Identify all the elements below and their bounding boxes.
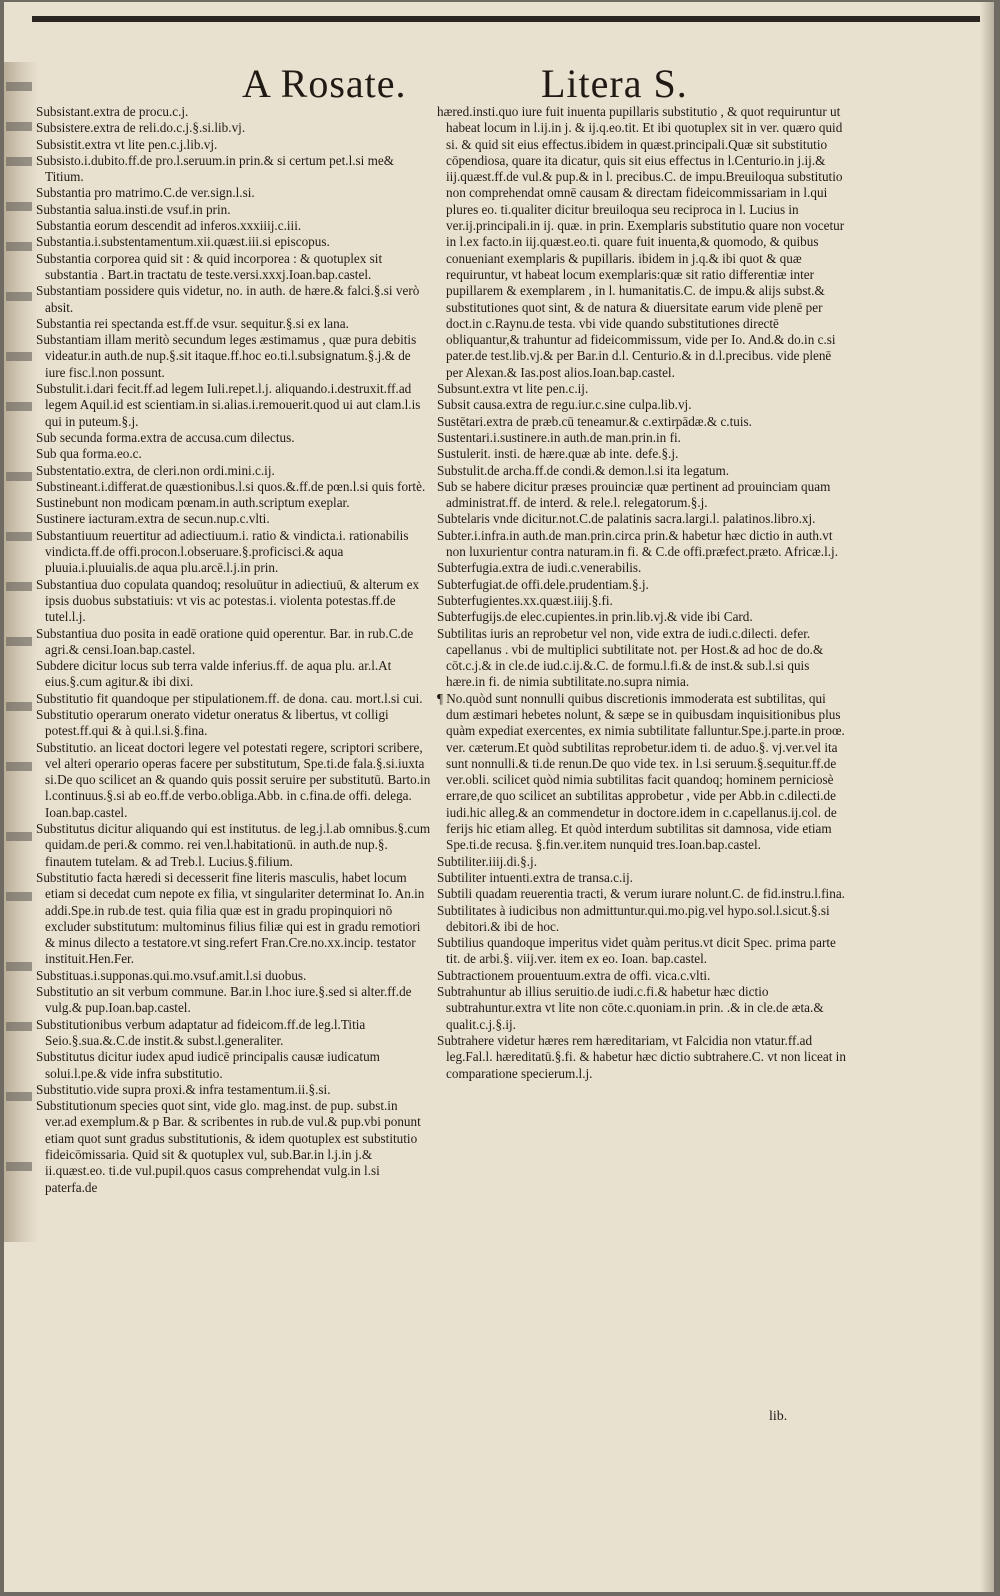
book-page xyxy=(4,2,994,1592)
entry: Sub se habere dicitur præses prouinciæ quæ pertinent ad prouinciam quam administrat.ff. de interd. & rele.l. relegatorum.§.j. xyxy=(437,478,831,511)
catchword: lib. xyxy=(769,1409,788,1424)
entry: Substantiam possidere quis videtur, no. in auth. de hære.& falci.§.si verò absit. xyxy=(36,283,420,315)
running-head-right: Litera S. xyxy=(541,61,688,106)
entry: Substitutio operarum onerato videtur oneratus & libertus, vt colligi potest.ff.qui & à qui.l.si.§.fina. xyxy=(36,706,389,739)
entry: Substantia corporea quid sit : & quid incorporea : & quotuplex sit substantia . Bart.in tractatu de teste.versi.xxxj.Ioan.bap.castel. xyxy=(36,250,383,282)
entry: Subtilius quandoque imperitus videt quàm peritus.vt dicit Spec. prima parte tit. de arbi.§. viij.ver. item ex eo. Ioan. bap.castel. xyxy=(437,935,836,967)
entry: Substentatio.extra, de cleri.non ordi.mini.c.ij. xyxy=(36,462,275,478)
facing-page-bleed xyxy=(4,62,38,1242)
entry: Substantia eorum descendit ad inferos.xxxiiij.c.iii. xyxy=(36,218,302,234)
entry: Subter.i.infra.in auth.de man.prin.circa prin.& habetur hæc dictio in auth.vt non luxurientur contra naturam.in fi. & C.de offi.præfect.præto. Africæ.l.j. xyxy=(437,527,838,560)
entry: Subsisto.i.dubito.ff.de pro.l.seruum.in prin.& si certum pet.l.si me& Titium. xyxy=(36,152,394,185)
entry: Subtractionem prouentuum.extra de offi. vica.c.vlti. xyxy=(437,967,711,983)
entry: Subtiliter.iiij.di.§.j. xyxy=(437,853,538,869)
entry: Substitutio.vide supra proxi.& infra testamentum.ii.§.si. xyxy=(36,1081,331,1097)
entry: Substantiuum reuertitur ad adiectiuum.i. ratio & vindicta.i. rationabilis vindicta.ff.de offi.procon.l.obseruare.§.proficisci.& aqua pluuia.i.pluuialis.de aqua plu.arcē.l.j.in prin. xyxy=(36,527,409,576)
entry: Substantia rei spectanda est.ff.de vsur. sequitur.§.si ex lana. xyxy=(36,315,349,331)
entry: Substituas.i.supponas.qui.mo.vsuf.amit.l.si duobus. xyxy=(36,967,307,983)
entry: Substitutio. an liceat doctori legere vel potestati regere, scriptori scribere, vel alteri operario operas facere per substitutum, Spe.ti.de fala.§.si.iuxta si.De quo scilicet an & quando quis possit seruire per substitutū. Barto.in l.continuus.§.si ab eo.ff.de verbo.obliga.Abb. in c.fina.de offi. delega. Ioan.bap.castel. xyxy=(36,739,431,820)
entry: Substitutio an sit verbum commune. Bar.in l.hoc iure.§.sed si alter.ff.de vulg.& pup.Ioan.bap.castel. xyxy=(36,984,412,1016)
entry: Subsit causa.extra de regu.iur.c.sine culpa.lib.vj. xyxy=(437,397,692,413)
entry: ¶ No.quòd sunt nonnulli quibus discretionis immoderata est subtilitas, qui dum æstimari hebetes nolunt, & sæpe se in quibusdam inquisitionibus plus quàm expediat exercentes, ex nimia subtilitate falluntur.Spe.j.parte.in proœ. ver. cæterum.Et quòd subtilitas reprobetur.idem ti. de aduo.§. vj.ver.vel ita sunt nonnulli.& ti.de renun.De quo vide tex. in l.si seruum.§.sequitur.ff.de ver.obli. scilicet quòd nimia subtilitas facit quandoq; hominem perniciosè errare,de quo scilicet an subtilitas approbetur , vide per Abb.in c.dilecti.de iudi.hic alleg.& an commendetur in doctore.idem in c.capellanus.ij.col. de ferijs hic etiam alleg. Et quòd interdum subtilitas sit damnosa, vide etiam Spe.ti.de recusa. §.fin.ver.item nunquid tres.Ioan.bap.castel. xyxy=(437,690,845,853)
entry: Substulit.i.dari fecit.ff.ad legem Iuli.repet.l.j. aliquando.i.destruxit.ff.ad legem Aquil.id est scientiam.in si.alias.i.remouerit.quod ui aut clam.l.is qui in puteum.§.j. xyxy=(36,381,421,429)
entry: Sub secunda forma.extra de accusa.cum dilectus. xyxy=(36,429,295,445)
right-column xyxy=(437,104,849,1082)
entry: Substitutus dicitur aliquando qui est institutus. de leg.j.l.ab omnibus.§.cum quidam.de peri.& commo. rei ven.l.habitationū. in auth.de nup.§. finautem tutelam. & ad Treb.l. Lucius.§.filium. xyxy=(36,821,431,869)
entry: Substantiua duo posita in eadē oratione quid operentur. Bar. in rub.C.de agri.& censi.Ioan.bap.castel. xyxy=(36,625,414,657)
entry: Sustētari.extra de præb.cū teneamur.& c.extirpādæ.& c.tuis. xyxy=(437,413,752,429)
entry: Subterfugiat.de offi.dele.prudentiam.§.j. xyxy=(437,576,649,592)
entry: Substantiam illam meritò secundum leges æstimamus , quæ pura debitis videatur.in auth.de nup.§.sit itaque.ff.hoc eo.ti.l.subsignatum.§.j.& de iure fisc.l.non possunt. xyxy=(36,332,417,380)
entry: Subtelaris vnde dicitur.not.C.de palatinis sacra.largi.l. palatinos.libro.xj. xyxy=(437,511,816,527)
entry: Subtilitas iuris an reprobetur vel non, vide extra de iudi.c.dilecti. defer. capellanus . vbi de multiplici subtilitate not. per Host.& ad hoc de do.& cōt.c.j.& in cle.de iud.c.ij.&.C. de formu.l.fi.& de inst.& sub.l.si quis hære.in fi. de nimia subtilitate.no.supra nimia. xyxy=(437,625,824,690)
entry: Sustentari.i.sustinere.in auth.de man.prin.in fi. xyxy=(437,429,681,445)
entry: Sustinebunt non modicam pœnam.in auth.scriptum exeplar. xyxy=(36,495,350,511)
entry: Substantia pro matrimo.C.de ver.sign.l.si. xyxy=(36,185,255,201)
entry: Substitutionum species quot sint, vide glo. mag.inst. de pup. subst.in ver.ad exemplum.& p Bar. & scribentes in rub.de vul.& pup.vbi ponunt etiam quot sunt gradus substitutionis, & idem quotuplex est substitutio fideicōmissaria. Quid sit & quotuplex vul, sub.Bar.in l.j.in j.& ii.quæst.eo. ti.de vul.pupil.quos casus comprehendat vulg.in l.si paterfa.de xyxy=(36,1098,421,1195)
page-right-edge xyxy=(980,2,994,1592)
entry: Subsunt.extra vt lite pen.c.ij. xyxy=(437,381,589,397)
entry: Sustulerit. insti. de hære.quæ ab inte. defe.§.j. xyxy=(437,446,679,462)
page-top-rule xyxy=(32,16,982,22)
entry: Subtrahuntur ab illius seruitio.de iudi.c.fi.& habetur hæc dictio subtrahuntur.extra vt lite non cōte.c.quoniam.in prin. .& in cle.de æta.& qualit.c.j.§.ij. xyxy=(437,984,824,1032)
entry: Subsistere.extra de reli.do.c.j.§.si.lib.vj. xyxy=(36,120,246,136)
entry: Substantia.i.substentamentum.xii.quæst.iii.si episcopus. xyxy=(36,234,330,250)
entry: Sub qua forma.eo.c. xyxy=(36,446,142,462)
entry: Subdere dicitur locus sub terra valde inferius.ff. de aqua plu. ar.l.At eius.§.cum agitur.& ibi dixi. xyxy=(36,658,392,690)
entry: Substantiua duo copulata quandoq; resoluūtur in adiectiuū, & alterum ex ipsis duobus substatiuis: vt vis ac potestas.i. violenta potestas.ff.de tutel.l.j. xyxy=(36,576,420,625)
entry: Substitutio fit quandoque per stipulationem.ff. de dona. cau. mort.l.si cui. xyxy=(36,690,423,706)
entry: Subterfugijs.de elec.cupientes.in prin.lib.vj.& vide ibi Card. xyxy=(437,609,753,625)
entry: Subterfugientes.xx.quæst.iiij.§.fi. xyxy=(437,592,613,608)
entry: Subtilitates à iudicibus non admittuntur.qui.mo.pig.vel hypo.sol.l.sicut.§.si debitori.& ibi de hoc. xyxy=(437,902,830,934)
entry: Subtrahere videtur hæres rem hæreditariam, vt Falcidia non vtatur.ff.ad leg.Fal.l. hæreditatū.§.fi. & habetur hæc dictio subtrahere.C. vt non liceat in comparatione specierum.l.j. xyxy=(437,1032,846,1081)
entry: Substitutio facta hæredi si decesserit fine literis masculis, habet locum etiam si decedat cum nepote ex filia, vt singulariter determinat Io. An.in addi.Spe.in rub.de test. quia filia quæ est in gradu propinquiori nō excluder substitutum: multominus filius filiæ qui est in gradu remotiori & minus dilecto a testatore.vt sing.refert Fran.Cre.no.xx.incip. testator instituit.Hen.Fer. xyxy=(36,869,425,967)
entry: Substineant.i.differat.de quæstionibus.l.si quos.&.ff.de pœn.l.si quis fortè. xyxy=(36,478,426,494)
left-column xyxy=(36,104,432,1196)
entry: Subsistant.extra de procu.c.j. xyxy=(36,104,189,119)
entry: Subtili quadam reuerentia tracti, & verum iurare nolunt.C. de fid.instru.l.fina. xyxy=(437,886,845,902)
entry: hæred.insti.quo iure fuit inuenta pupillaris substitutio , & quot requiruntur ut habeat locum in l.ij.in j. & ij.q.eo.tit. Et ibi quotuplex sit in ver. quæro quid si. & quid sit eius effectus.ibidem in quæst.principali.Quæ sit substitutio cōpendiosa, quare ita dicatur, quis sit eius effectus in l.Centurio.in j.ij.& iij.quæst.ff.de vul.& pup.& in l. precibus.C. de impu.Breuiloqua substitutio non comprehendat omnē causam & directam fideicommissariam in l.qui plures eo. ti.qualiter dicitur breuiloqua seu reciproca in l. Lucius in ver.ij.principali.in ij. quæ. in prin. Exemplaris substitutio quare non vocetur in l.ex facto.in iij.quæst.eo.ti. quare fuit inuenta,& quomodo, & quibus conueniant exemplaris & pupillaris. ibidem in j.q.& ibi quot & quæ requiruntur, vt habeat locum exemplaris:quæ sit ratio differentiæ inter pupillarem & exemplarem , in l. humanitatis.C. de impu.& alijs subst.& substitutiones quot sint, & de natura & diuersitate earum vide plenē per doct.in c.Raynu.de testa. vbi vide quando substitutiones directē obliquantur,& trahuntur ad fideicommissum, vide per Io. And.& do.in c.si pater.de test.lib.vj.& per Bar.in d.l. Centurio.& in d.l.precibus. vide plenē per Alexan.& Ias.post alios.Ioan.bap.castel. xyxy=(437,104,845,380)
entry: Subtiliter intuenti.extra de transa.c.ij. xyxy=(437,869,633,885)
entry: Subsistit.extra vt lite pen.c.j.lib.vj. xyxy=(36,136,218,152)
entry: Subterfugia.extra de iudi.c.venerabilis. xyxy=(437,560,642,576)
running-head-left: A Rosate. xyxy=(242,61,407,106)
entry: Sustinere iacturam.extra de secun.nup.c.vlti. xyxy=(36,511,270,527)
entry: Substantia salua.insti.de vsuf.in prin. xyxy=(36,201,231,217)
entry: Substulit.de archa.ff.de condi.& demon.l.si ita legatum. xyxy=(437,462,730,478)
entry: Substitutionibus verbum adaptatur ad fideicom.ff.de leg.l.Titia Seio.§.sua.&.C.de instit.& subst.l.generaliter. xyxy=(36,1016,366,1048)
entry: Substitutus dicitur iudex apud iudicē principalis causæ iudicatum solui.l.pe.& vide infra substitutio. xyxy=(36,1049,380,1081)
